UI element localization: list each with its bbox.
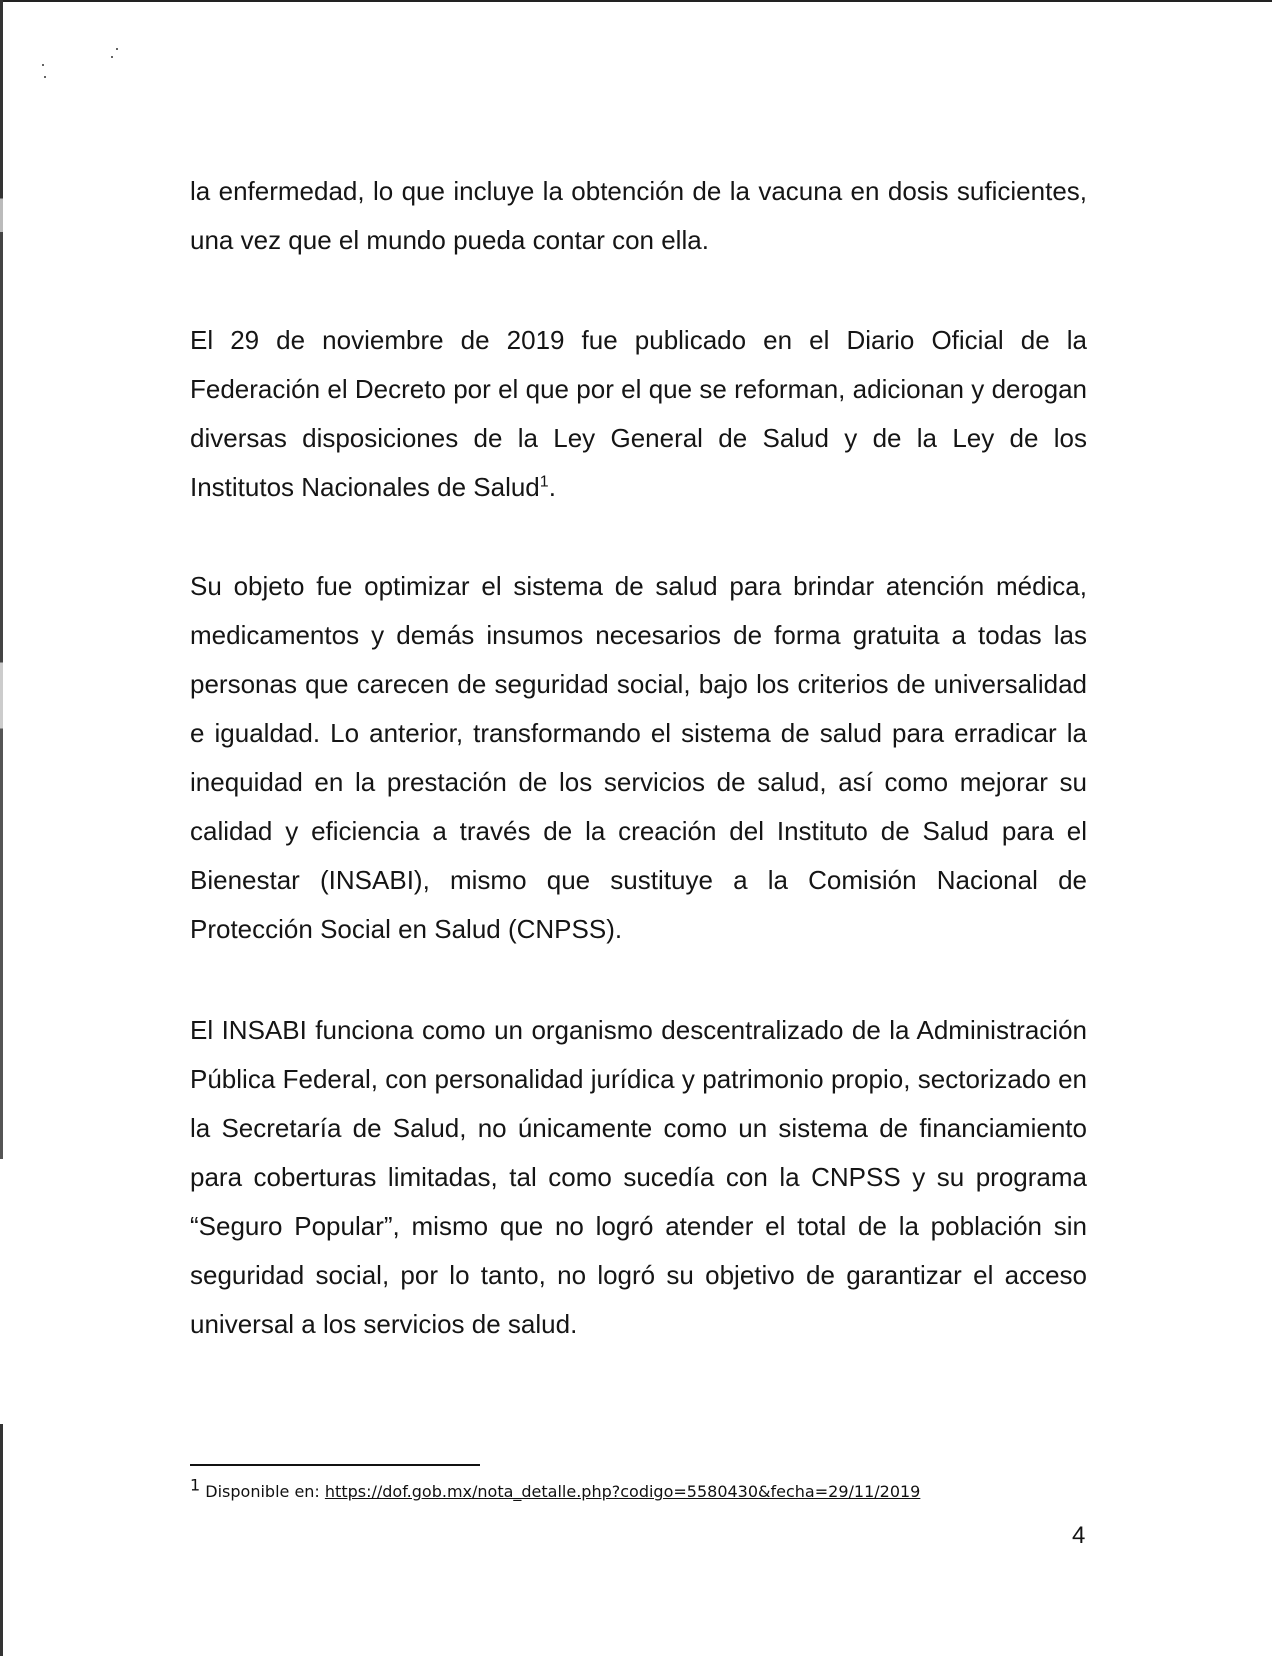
scan-left-edge [0, 0, 3, 1656]
footnote-separator [190, 1464, 480, 1466]
scan-top-edge [0, 0, 1272, 2]
paragraph-4: El INSABI funciona como un organismo descentralizado de la Administración Pública Federal, con personalidad jurídica y patrimonio propio, sectorizado en la Secretaría de Salud, no únicamente como un sistema de financiamiento para coberturas limitadas, tal como sucedía con la CNPSS y su programa “Seguro Popular”, mismo que no logró atender el total de la población sin seguridad social, por lo tanto, no logró su objetivo de garantizar el acceso universal a los servicios de salud. [190, 1015, 1087, 1339]
footnote-reference[interactable]: 1 [539, 473, 549, 491]
scan-speck [116, 48, 118, 50]
paragraph-1: la enfermedad, lo que incluye la obtención de la vacuna en dosis suficientes, una vez que el mundo pueda contar con ella. [190, 176, 1087, 255]
scan-speck [42, 64, 44, 66]
paragraph-2-text: El 29 de noviembre de 2019 fue publicado en el Diario Oficial de la Federación el Decreto por el que por el que se reforman, adicionan y derogan diversas disposiciones de la Ley General de Salud y de la Ley de los Institutos Nacionales de Salud [190, 325, 1087, 502]
footnote-number: 1 [190, 1475, 201, 1495]
paragraph-2 [190, 316, 1087, 512]
paragraph-3: Su objeto fue optimizar el sistema de salud para brindar atención médica, medicamentos y demás insumos necesarios de forma gratuita a todas las personas que carecen de seguridad social, bajo los criterios de universalidad e igualdad. Lo anterior, transformando el sistema de salud para erradicar la inequidad en la prestación de los servicios de salud, así como mejorar su calidad y eficiencia a través de la creación del Instituto de Salud para el Bienestar (INSABI), mismo que sustituye a la Comisión Nacional de Protección Social en Salud (CNPSS). [190, 571, 1087, 944]
footnote [190, 1475, 1090, 1502]
scan-speck [111, 56, 113, 58]
page-number: 4 [1072, 1522, 1086, 1549]
footnote-link[interactable]: https://dof.gob.mx/nota_detalle.php?codigo=5580430&fecha=29/11/2019 [324, 1482, 921, 1501]
paragraph-2-end: . [548, 472, 556, 502]
footnote-label: Disponible en: [205, 1482, 325, 1501]
scan-speck [44, 76, 46, 78]
